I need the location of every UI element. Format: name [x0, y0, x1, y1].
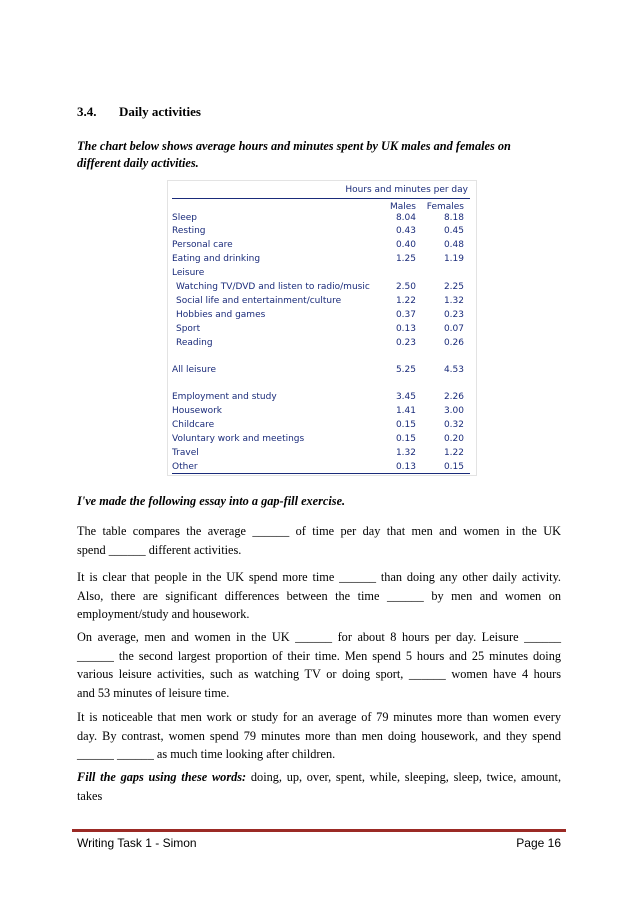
paragraph-3 [77, 628, 561, 702]
females-value: 0.48 [443, 240, 464, 250]
table-row [172, 254, 470, 267]
females-value: 1.22 [443, 448, 464, 458]
females-value: 2.25 [443, 282, 464, 292]
table-row [172, 448, 470, 461]
paragraph-line: On average, men and women in the UK ______ for about 8 hours per day. Leisure ______ [77, 630, 561, 644]
row-label: Reading [176, 338, 213, 348]
females-value: 1.32 [443, 296, 464, 306]
header-rule [172, 198, 470, 199]
males-value: 0.23 [395, 338, 416, 348]
males-value: 3.45 [395, 392, 416, 402]
footer-page-number: Page 16 [516, 836, 561, 850]
females-value: 0.26 [443, 338, 464, 348]
row-label: Resting [172, 226, 206, 236]
row-label: Hobbies and games [176, 310, 266, 320]
males-value: 0.37 [395, 310, 416, 320]
males-value: 1.32 [395, 448, 416, 458]
females-value: 3.00 [443, 406, 464, 416]
table-row [172, 282, 470, 295]
paragraph-line: various leisure activities, such as watching TV or doing sport, ______ women have 4 hours [77, 667, 561, 681]
row-label: All leisure [172, 365, 216, 375]
table-row [172, 226, 470, 239]
paragraph-line: and 53 minutes of leisure time. [77, 685, 230, 700]
paragraph-line: It is noticeable that men work or study for an average of 79 minutes more than women every [77, 710, 561, 724]
males-value: 2.50 [395, 282, 416, 292]
row-label: Watching TV/DVD and listen to radio/music [176, 282, 370, 292]
table-row [172, 406, 470, 419]
table-row [172, 268, 470, 281]
females-value: 0.23 [443, 310, 464, 320]
footer-left: Writing Task 1 - Simon [77, 836, 197, 850]
row-label: Sleep [172, 213, 198, 223]
males-value: 0.15 [395, 434, 416, 444]
table-row [172, 420, 470, 433]
paragraph-line: spend ______ different activities. [77, 542, 242, 557]
paragraph-4 [77, 708, 561, 764]
table-row [172, 434, 470, 447]
word-bank-continued: takes [77, 788, 103, 803]
paragraph-2 [77, 568, 561, 624]
footer-rule [72, 829, 566, 832]
row-label: Eating and drinking [172, 254, 261, 264]
bottom-rule [172, 473, 470, 474]
paragraph-line: employment/study and housework. [77, 607, 250, 621]
row-label: Social life and entertainment/culture [176, 296, 342, 306]
table-row [172, 338, 470, 351]
exercise-heading: I've made the following essay into a gap-fill exercise. [77, 494, 346, 508]
row-label: Leisure [172, 268, 205, 278]
paragraph-1 [77, 522, 561, 559]
males-value: 0.40 [395, 240, 416, 250]
intro-line: different daily activities. [77, 156, 199, 170]
males-value: 0.13 [395, 462, 416, 472]
paragraph-line: Also, there are significant differences between the time ______ by men and women on [77, 588, 561, 603]
row-label: Travel [172, 448, 199, 458]
table-header: Hours and minutes per day [345, 185, 468, 195]
column-females: Females [426, 202, 464, 212]
males-value: 0.15 [395, 420, 416, 430]
table-row [172, 213, 470, 226]
females-value: 0.45 [443, 226, 464, 236]
females-value: 0.15 [443, 462, 464, 472]
males-value: 1.25 [395, 254, 416, 264]
fill-instruction-label: Fill the gaps using these words: [77, 770, 247, 784]
females-value: 0.20 [443, 434, 464, 444]
section-heading [77, 104, 201, 120]
table-row [172, 240, 470, 253]
paragraph-line: day. By contrast, women spend 79 minutes more than men doing housework, and they spend [77, 728, 561, 743]
table-row [172, 310, 470, 323]
males-value: 1.41 [395, 406, 416, 416]
paragraph-line: ______ the second largest proportion of their time. Men spend 5 hours and 25 minutes doing [77, 648, 561, 663]
section-number: 3.4. [77, 104, 97, 119]
females-value: 1.19 [443, 254, 464, 264]
females-value: 0.32 [443, 420, 464, 430]
word-bank: doing, up, over, spent, while, sleeping, sleep, twice, amount, [250, 770, 562, 784]
chart-intro [77, 138, 547, 172]
paragraph-line: ______ ______ as much time looking after children. [77, 747, 336, 761]
table-row [172, 392, 470, 405]
table-row [172, 324, 470, 337]
fill-instruction-line [77, 768, 561, 787]
row-label: Other [172, 462, 198, 472]
row-label: Sport [176, 324, 201, 334]
males-value: 8.04 [395, 213, 416, 223]
males-value: 0.13 [395, 324, 416, 334]
intro-line: The chart below shows average hours and minutes spent by UK males and females on [77, 139, 511, 153]
females-value: 2.26 [443, 392, 464, 402]
males-value: 0.43 [395, 226, 416, 236]
paragraph-line: It is clear that people in the UK spend more time ______ than doing any other daily activity. [77, 570, 561, 584]
section-title: Daily activities [119, 104, 201, 119]
activities-table-figure [167, 180, 477, 476]
row-label: Housework [172, 406, 222, 416]
row-label: Voluntary work and meetings [172, 434, 305, 444]
females-value: 8.18 [443, 213, 464, 223]
row-label: Childcare [172, 420, 215, 430]
females-value: 0.07 [443, 324, 464, 334]
fill-instruction [77, 768, 561, 805]
table-row [172, 365, 470, 378]
row-label: Personal care [172, 240, 233, 250]
table-row [172, 296, 470, 309]
column-males: Males [389, 202, 416, 212]
males-value: 5.25 [395, 365, 416, 375]
paragraph-line: The table compares the average ______ of time per day that men and women in the UK [77, 524, 561, 538]
row-label: Employment and study [172, 392, 277, 402]
females-value: 4.53 [443, 365, 464, 375]
males-value: 1.22 [395, 296, 416, 306]
